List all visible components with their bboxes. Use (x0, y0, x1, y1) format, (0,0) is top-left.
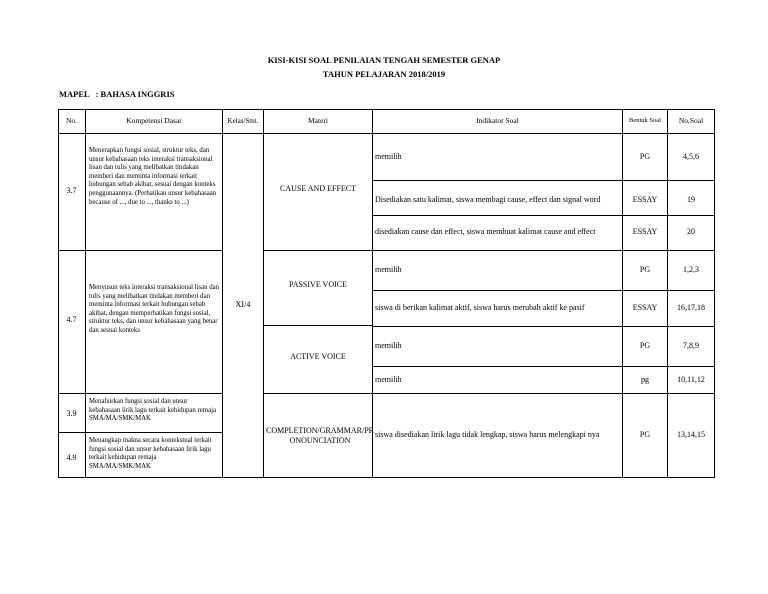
row-line (263, 393, 715, 394)
col-line (622, 109, 623, 478)
row-line (372, 326, 715, 327)
kd-number: 3.7 (66, 186, 77, 195)
row-line (372, 366, 715, 367)
col-line (667, 109, 668, 478)
row-line (263, 325, 372, 326)
indikator-text: memilih (375, 375, 402, 384)
row-line (372, 215, 715, 216)
no-soal-value: 4,5,6 (683, 152, 699, 161)
bentuk-soal-value: PG (639, 341, 651, 350)
col-line (263, 109, 264, 478)
bentuk-soal-value: ESSAY (632, 195, 658, 204)
no-soal-value: 10,11,12 (677, 375, 705, 384)
materi-cause-effect: CAUSE AND EFFECT (279, 184, 356, 193)
row-line (372, 290, 715, 291)
kd-number: 4.9 (66, 453, 77, 462)
bentuk-soal-value: PG (639, 152, 651, 161)
header-no-soal: No.Soal (678, 116, 704, 125)
indikator-text: disediakan cause dan effect, siswa membuat kalimat cause and effect (375, 227, 596, 236)
header-kompetensi-dasar: Kompetensi Dasar (126, 116, 182, 125)
document-title-line2: TAHUN PELAJARAN 2018/2019 (322, 69, 446, 79)
bentuk-soal-value: ESSAY (632, 227, 658, 236)
header-divider (58, 133, 715, 134)
bentuk-soal-value: PG (639, 265, 651, 274)
table-border-top (58, 109, 715, 110)
header-bentuk-soal: Bentuk Soal (629, 117, 661, 124)
bentuk-soal-value: PG (639, 430, 651, 439)
row-line (58, 393, 222, 394)
kd-description: Menerapkan fungsi sosial, struktur teks, dan unsur kebahasaan teks interaksi transaksional lisan dan tulis yang melibatkan tindakan memberi dan meminta informasi terkait hubungan sebab akibat, sesuai dengan konteks penggunaannya. (Perhatikan unsur kebahasaan because of ..., due to ..., thanks to ...) (89, 147, 217, 206)
indikator-text: memilih (375, 265, 402, 274)
bentuk-soal-value: ESSAY (632, 303, 658, 312)
bentuk-soal-value: pg (641, 375, 649, 384)
indikator-text: memilih (375, 341, 402, 350)
col-line (85, 109, 86, 478)
col-line (372, 109, 373, 478)
indikator-text: siswa di berikan kalimat aktif, siswa harus merubah aktif ke pasif (375, 303, 585, 312)
row-line (58, 250, 222, 251)
materi-completion: COMPLETION/GRAMMAR/PRONOUNCIATION (265, 426, 374, 445)
materi-active-voice: ACTIVE VOICE (290, 352, 346, 361)
kd-description: Menangkap makna secara kontekstual terkait fungsi sosial dan unsur kebahasaan lirik lagu terkait kehidupan remaja SMA/MA/SMK/MAK (89, 437, 212, 470)
kd-description: Menyusun teks interaksi transaksional lisan dan tulis yang melibatkan tindakan memberi dan meminta informasi terkait hubungan sebab akibat, dengan memperhatikan fungsi sosial, struktur teks, dan unsur kebahasaan yang benar dan sesuai konteks (89, 284, 220, 334)
row-line (263, 250, 715, 251)
no-soal-value: 13,14,15 (677, 430, 705, 439)
indikator-text: siswa disediakan lirik lagu tidak lengkap, siswa harus melengkapi nya (375, 430, 600, 439)
header-materi: Materi (308, 116, 328, 125)
indikator-text: memilih (375, 152, 402, 161)
materi-passive-voice: PASSIVE VOICE (288, 280, 347, 289)
no-soal-value: 1,2,3 (683, 265, 699, 274)
mapel-label: MAPEL : BAHASA INGGRIS (59, 89, 175, 99)
kd-description: Menafsirkan fungsi sosial dan unsur kebahasaan lirik lagu terkait kehidupan remaja SMA/MA/SMK/MAK (89, 398, 217, 423)
row-line (58, 432, 222, 433)
table-border-right (714, 109, 715, 478)
kelas-value: XI/4 (235, 300, 251, 309)
col-line (222, 109, 223, 478)
indikator-text: Disediakan satu kalimat, siswa membagi cause, effect dan signal word (375, 195, 601, 204)
header-indikator: Indikator Soal (476, 116, 519, 125)
table-border-bottom (58, 477, 715, 478)
no-soal-value: 20 (687, 227, 695, 236)
table-border-left (58, 109, 59, 478)
header-no: No. (65, 116, 78, 125)
row-line (372, 180, 715, 181)
header-kelas: Kelas/Smt. (227, 117, 259, 125)
kd-number: 3.9 (66, 409, 77, 418)
document-title-line1: KISI-KISI SOAL PENILAIAN TENGAH SEMESTER GENAP (267, 55, 501, 65)
no-soal-value: 19 (687, 195, 695, 204)
kd-number: 4.7 (66, 315, 77, 324)
no-soal-value: 7,8,9 (683, 341, 699, 350)
no-soal-value: 16,17,18 (677, 303, 705, 312)
